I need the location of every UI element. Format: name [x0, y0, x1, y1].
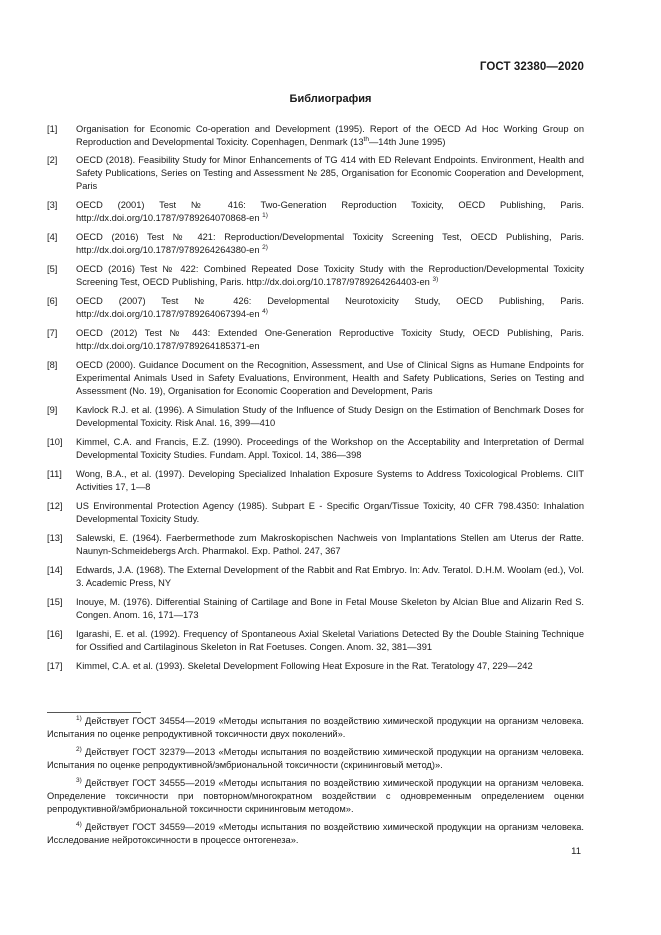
reference-text: Salewski, E. (1964). Faerbermethode zum Makroskopischen Nachweis von Implantations Stellen am Uterus der Ratte. Naunyn-Schmeidebergs Arch. Pharmakol. Exp. Pathol. 247, 367	[76, 533, 584, 556]
section-title: Библиография	[289, 93, 372, 105]
reference-item	[47, 468, 584, 494]
footnote	[47, 821, 584, 847]
reference-text: OECD (2000). Guidance Document on the Recognition, Assessment, and Use of Clinical Signs as Humane Endpoints for Experimental Animals Used in Safety Evaluations, Environment, Health and Safety Publications, Series on Testing and Assessment (No. 19), Organisation for Economic Cooperation and Development, Paris	[76, 360, 584, 396]
footnote-text: Действует ГОСТ 34559—2019 «Методы испытания по воздействию химической продукции на организм человека. Исследование нейротоксичности в процессе онтогенеза».	[47, 822, 584, 845]
reference-superscript: 4)	[262, 308, 268, 315]
reference-text: OECD (2012) Test № 443: Extended One-Generation Reproductive Toxicity Study, OECD Publishing, Paris. http://dx.doi.org/10.1787/9789264185371-en	[76, 328, 584, 351]
footnote-list	[47, 715, 584, 852]
footnote-mark: 3)	[76, 777, 82, 784]
reference-text: Kimmel, C.A. and Francis, E.Z. (1990). Proceedings of the Workshop on the Acceptability and Interpretation of Dermal Developmental Toxicity Studies. Fundam. Appl. Toxicol. 14, 386—398	[76, 437, 584, 460]
reference-superscript: 1)	[262, 212, 268, 219]
reference-item	[47, 532, 584, 558]
reference-number: [7]	[47, 328, 58, 338]
reference-text: OECD (2016) Test № 421: Reproduction/Developmental Toxicity Screening Test, OECD Publishing, Paris. http://dx.doi.org/10.1787/9789264264380-en	[76, 232, 584, 255]
reference-text: Kavlock R.J. et al. (1996). A Simulation Study of the Influence of Study Design on the Estimation of Benchmark Doses for Developmental Toxicity. Risk Anal. 16, 399—410	[76, 405, 584, 428]
reference-text: Edwards, J.A. (1968). The External Development of the Rabbit and Rat Embryo. In: Adv. Teratol. D.H.M. Woolam (ed.), Vol. 3. Academic Press, NY	[76, 565, 584, 588]
footnote-text: Действует ГОСТ 32379—2013 «Методы испытания по воздействию химической продукции на организм человека. Испытания по оценке репродуктивной/эмбриональной токсичности (скрининговый метод)».	[47, 747, 584, 770]
reference-text-tail: —14th June 1995)	[368, 137, 446, 147]
reference-text: OECD (2007) Test № 426: Developmental Neurotoxicity Study, OECD Publishing, Paris. http://dx.doi.org/10.1787/9789264067394-en	[76, 296, 584, 319]
reference-item	[47, 123, 584, 149]
reference-item	[47, 436, 584, 462]
reference-item	[47, 500, 584, 526]
reference-number: [2]	[47, 155, 58, 165]
reference-superscript: 2)	[262, 244, 268, 251]
reference-item	[47, 596, 584, 622]
reference-number: [8]	[47, 360, 58, 370]
reference-number: [11]	[47, 469, 62, 479]
reference-superscript: 3)	[432, 276, 439, 283]
reference-number: [15]	[47, 597, 63, 607]
standard-code: ГОСТ 32380—2020	[479, 61, 584, 73]
footnote-text: Действует ГОСТ 34555—2019 «Методы испытания по воздействию химической продукции на организм человека. Определение токсичности при повторном/многократном воздействии с одновременным определением оценки репродуктивной/эмбриональной токсичности скрининговым методом».	[47, 778, 584, 814]
reference-number: [5]	[47, 264, 58, 274]
reference-text: OECD (2001) Test № 416: Two-Generation Reproduction Toxicity, OECD Publishing, Paris. http://dx.doi.org/10.1787/9789264070868-en	[76, 200, 584, 223]
footnote	[47, 715, 584, 741]
footnote-separator	[47, 712, 141, 713]
reference-number: [14]	[47, 565, 63, 575]
reference-number: [13]	[47, 533, 63, 543]
reference-item	[47, 199, 584, 225]
reference-number: [12]	[47, 501, 63, 511]
footnote-mark: 4)	[76, 821, 82, 828]
reference-superscript: th	[363, 136, 369, 143]
reference-item	[47, 628, 584, 654]
reference-item	[47, 263, 584, 289]
reference-item	[47, 359, 584, 398]
reference-item	[47, 404, 584, 430]
reference-text: Wong, B.A., et al. (1997). Developing Specialized Inhalation Exposure Systems to Address Toxicological Problems. CIIT Activities 17, 1—8	[76, 469, 584, 492]
reference-number: [6]	[47, 296, 58, 306]
reference-text: Organisation for Economic Co-operation and Development (1995). Report of the OECD Ad Hoc Working Group on Reproduction and Developmental Toxicity. Copenhagen, Denmark (13	[76, 124, 584, 147]
footnote-text: Действует ГОСТ 34554—2019 «Методы испытания по воздействию химической продукции на организм человека. Испытания по оценке репродуктивной токсичности двух поколений».	[47, 716, 584, 739]
reference-item	[47, 327, 584, 353]
page-number: 11	[571, 846, 581, 857]
reference-number: [1]	[47, 124, 58, 134]
reference-text: US Environmental Protection Agency (1985). Subpart E - Specific Organ/Tissue Toxicity, 40 CFR 798.4350: Inhalation Developmental Toxicity Study.	[76, 501, 584, 524]
reference-number: [10]	[47, 437, 63, 447]
reference-item	[47, 564, 584, 590]
reference-text: Igarashi, E. et al. (1992). Frequency of Spontaneous Axial Skeletal Variations Detected By the Double Staining Technique for Ossified and Cartilaginous Skeleton in Rat Foetuses. Congen. Anom. 32, 381—391	[76, 629, 584, 652]
reference-text: Inouye, M. (1976). Differential Staining of Cartilage and Bone in Fetal Mouse Skeleton by Alcian Blue and Alizarin Red S. Congen. Anom. 16, 171—173	[76, 597, 584, 620]
reference-number: [3]	[47, 200, 58, 210]
footnote-mark: 1)	[76, 715, 82, 722]
reference-text: OECD (2016) Test № 422: Combined Repeated Dose Toxicity Study with the Reproduction/Developmental Toxicity Screening Test, OECD Publishing, Paris. http://dx.doi.org/10.1787/9789264264403-en	[76, 264, 584, 287]
reference-number: [9]	[47, 405, 58, 415]
reference-text: Kimmel, C.A. et al. (1993). Skeletal Development Following Heat Exposure in the Rat. Teratology 47, 229—242	[76, 661, 533, 671]
reference-item	[47, 231, 584, 257]
reference-number: [4]	[47, 232, 58, 242]
reference-item	[47, 660, 584, 673]
reference-list	[47, 123, 584, 679]
footnote	[47, 777, 584, 816]
footnote-mark: 2)	[76, 746, 82, 753]
reference-item	[47, 295, 584, 321]
reference-text: OECD (2018). Feasibility Study for Minor Enhancements of TG 414 with ED Relevant Endpoints. Environment, Health and Safety Publications, Series on Testing and Assessment № 285, Organisation for Economic Cooperation and Development, Paris	[76, 155, 584, 191]
reference-number: [16]	[47, 629, 63, 639]
reference-number: [17]	[47, 661, 63, 671]
footnote	[47, 746, 584, 772]
reference-item	[47, 154, 584, 193]
